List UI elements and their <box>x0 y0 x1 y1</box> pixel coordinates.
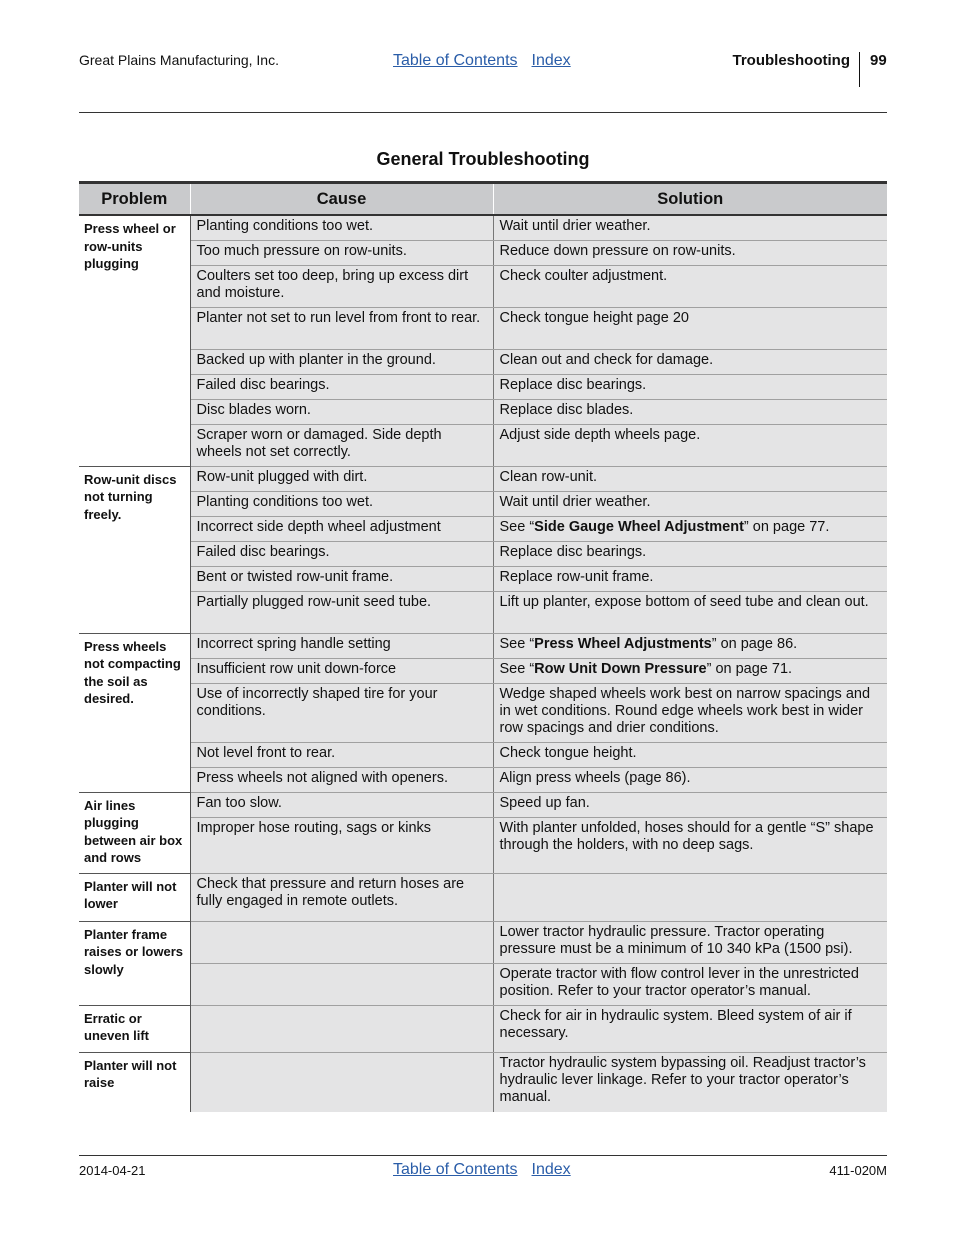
table-row <box>79 591 887 633</box>
cause-cell: Planting conditions too wet. <box>190 491 493 516</box>
table-row <box>79 541 887 566</box>
solution-cell: Wait until drier weather. <box>493 491 887 516</box>
header-links <box>393 52 585 70</box>
solution-cell: Wait until drier weather. <box>493 215 887 240</box>
solution-cell <box>493 658 887 683</box>
table-row <box>79 873 887 921</box>
cause-cell: Bent or twisted row-unit frame. <box>190 566 493 591</box>
solution-cell: Check coulter adjustment. <box>493 265 887 307</box>
footer-toc-link[interactable]: Table of Contents <box>393 1161 518 1178</box>
table-row <box>79 921 887 963</box>
cause-cell: Too much pressure on row-units. <box>190 240 493 265</box>
cause-cell: Scraper worn or damaged. Side depth wheels not set correctly. <box>190 424 493 466</box>
page-number: 99 <box>870 52 887 69</box>
cause-cell: Incorrect spring handle setting <box>190 633 493 658</box>
table-row <box>79 424 887 466</box>
table-row <box>79 742 887 767</box>
solution-text: See “ <box>499 518 535 535</box>
cause-cell: Improper hose routing, sags or kinks <box>190 817 493 873</box>
solution-reference: Side Gauge Wheel Adjustment <box>534 518 744 535</box>
solution-cell: Check tongue height. <box>493 742 887 767</box>
cause-cell <box>190 921 493 963</box>
table-row <box>79 374 887 399</box>
page-title: General Troubleshooting <box>376 149 590 169</box>
company-name: Great Plains Manufacturing, Inc. <box>79 52 279 68</box>
table-row <box>79 566 887 591</box>
solution-reference: Row Unit Down Pressure <box>534 660 707 677</box>
solution-cell: With planter unfolded, hoses should for a gentle “S” shape through the holders, with no deep sags. <box>493 817 887 873</box>
solution-cell <box>493 633 887 658</box>
solution-cell: Align press wheels (page 86). <box>493 767 887 792</box>
problem-cell: Planter will not lower <box>79 873 190 921</box>
cause-cell: Coulters set too deep, bring up excess dirt and moisture. <box>190 265 493 307</box>
solution-cell: Lower tractor hydraulic pressure. Tractor operating pressure must be a minimum of 10 340 kPa (1500 psi). <box>493 921 887 963</box>
column-header-cause: Cause <box>190 183 493 216</box>
solution-cell: Replace row-unit frame. <box>493 566 887 591</box>
solution-text: ” on page 77. <box>743 518 830 535</box>
table-row <box>79 633 887 658</box>
solution-cell: Tractor hydraulic system bypassing oil. Readjust tractor’s hydraulic lever linkage. Refer to your tractor operator’s manual. <box>493 1052 887 1112</box>
solution-cell <box>493 516 887 541</box>
solution-cell: Clean out and check for damage. <box>493 349 887 374</box>
troubleshooting-table-wrapper <box>79 181 887 1112</box>
solution-cell: Check tongue height page 20 <box>493 307 887 349</box>
cause-cell: Disc blades worn. <box>190 399 493 424</box>
cause-cell: Incorrect side depth wheel adjustment <box>190 516 493 541</box>
header-divider <box>859 52 860 87</box>
section-name: Troubleshooting <box>732 52 850 69</box>
solution-text: See “ <box>499 660 535 677</box>
header-toc-link[interactable]: Table of Contents <box>393 52 518 69</box>
problem-cell: Erratic or uneven lift <box>79 1005 190 1052</box>
problem-cell: Press wheels not compacting the soil as desired. <box>79 633 190 792</box>
table-row <box>79 1005 887 1052</box>
problem-cell: Air lines plugging between air box and rows <box>79 792 190 873</box>
table-row <box>79 240 887 265</box>
table-row <box>79 491 887 516</box>
solution-cell: Wedge shaped wheels work best on narrow spacings and in wet conditions. Round edge wheels work best in wider row spacings and drier conditions. <box>493 683 887 742</box>
solution-cell <box>493 873 887 921</box>
cause-cell: Not level front to rear. <box>190 742 493 767</box>
footer-date: 2014-04-21 <box>79 1163 146 1178</box>
footer-links <box>393 1161 585 1179</box>
cause-cell: Partially plugged row-unit seed tube. <box>190 591 493 633</box>
table-row <box>79 516 887 541</box>
header-index-link[interactable]: Index <box>531 52 571 69</box>
cause-cell: Press wheels not aligned with openers. <box>190 767 493 792</box>
solution-cell: Lift up planter, expose bottom of seed tube and clean out. <box>493 591 887 633</box>
table-row <box>79 265 887 307</box>
cause-cell: Failed disc bearings. <box>190 541 493 566</box>
table-row <box>79 767 887 792</box>
solution-cell: Check for air in hydraulic system. Bleed system of air if necessary. <box>493 1005 887 1052</box>
cause-cell: Row-unit plugged with dirt. <box>190 466 493 491</box>
solution-text: See “ <box>499 635 535 652</box>
footer-doc-number: 411-020M <box>829 1163 887 1178</box>
solution-cell: Reduce down pressure on row-units. <box>493 240 887 265</box>
footer-rule <box>79 1155 887 1156</box>
solution-text: ” on page 71. <box>706 660 793 677</box>
solution-cell: Replace disc blades. <box>493 399 887 424</box>
problem-cell: Planter frame raises or lowers slowly <box>79 921 190 1005</box>
footer-index-link[interactable]: Index <box>531 1161 571 1178</box>
table-row <box>79 466 887 491</box>
column-header-solution: Solution <box>493 183 887 216</box>
table-row <box>79 399 887 424</box>
solution-cell: Replace disc bearings. <box>493 541 887 566</box>
cause-cell <box>190 1005 493 1052</box>
solution-reference: Press Wheel Adjustments <box>534 635 712 652</box>
solution-cell: Replace disc bearings. <box>493 374 887 399</box>
table-row <box>79 349 887 374</box>
cause-cell: Backed up with planter in the ground. <box>190 349 493 374</box>
cause-cell: Use of incorrectly shaped tire for your conditions. <box>190 683 493 742</box>
table-body <box>79 215 887 1112</box>
solution-cell: Operate tractor with flow control lever in the unrestricted position. Refer to your tractor operator’s manual. <box>493 963 887 1005</box>
table-row <box>79 963 887 1005</box>
table-row <box>79 658 887 683</box>
cause-cell: Planting conditions too wet. <box>190 215 493 240</box>
header-rule <box>79 112 887 113</box>
cause-cell <box>190 963 493 1005</box>
problem-cell: Row-unit discs not turning freely. <box>79 466 190 633</box>
troubleshooting-table <box>79 181 887 1112</box>
cause-cell: Failed disc bearings. <box>190 374 493 399</box>
cause-cell <box>190 1052 493 1112</box>
solution-cell: Speed up fan. <box>493 792 887 817</box>
table-row <box>79 307 887 349</box>
table-row <box>79 1052 887 1112</box>
cause-cell: Planter not set to run level from front to rear. <box>190 307 493 349</box>
solution-text: ” on page 86. <box>711 635 798 652</box>
cause-cell: Fan too slow. <box>190 792 493 817</box>
table-row <box>79 683 887 742</box>
table-row <box>79 792 887 817</box>
cause-cell: Check that pressure and return hoses are fully engaged in remote outlets. <box>190 873 493 921</box>
problem-cell: Press wheel or row-units plugging <box>79 215 190 466</box>
solution-cell: Adjust side depth wheels page. <box>493 424 887 466</box>
table-row <box>79 215 887 240</box>
table-row <box>79 817 887 873</box>
solution-cell: Clean row-unit. <box>493 466 887 491</box>
column-header-problem: Problem <box>79 183 190 216</box>
problem-cell: Planter will not raise <box>79 1052 190 1112</box>
cause-cell: Insufficient row unit down-force <box>190 658 493 683</box>
table-header-row <box>79 183 887 216</box>
